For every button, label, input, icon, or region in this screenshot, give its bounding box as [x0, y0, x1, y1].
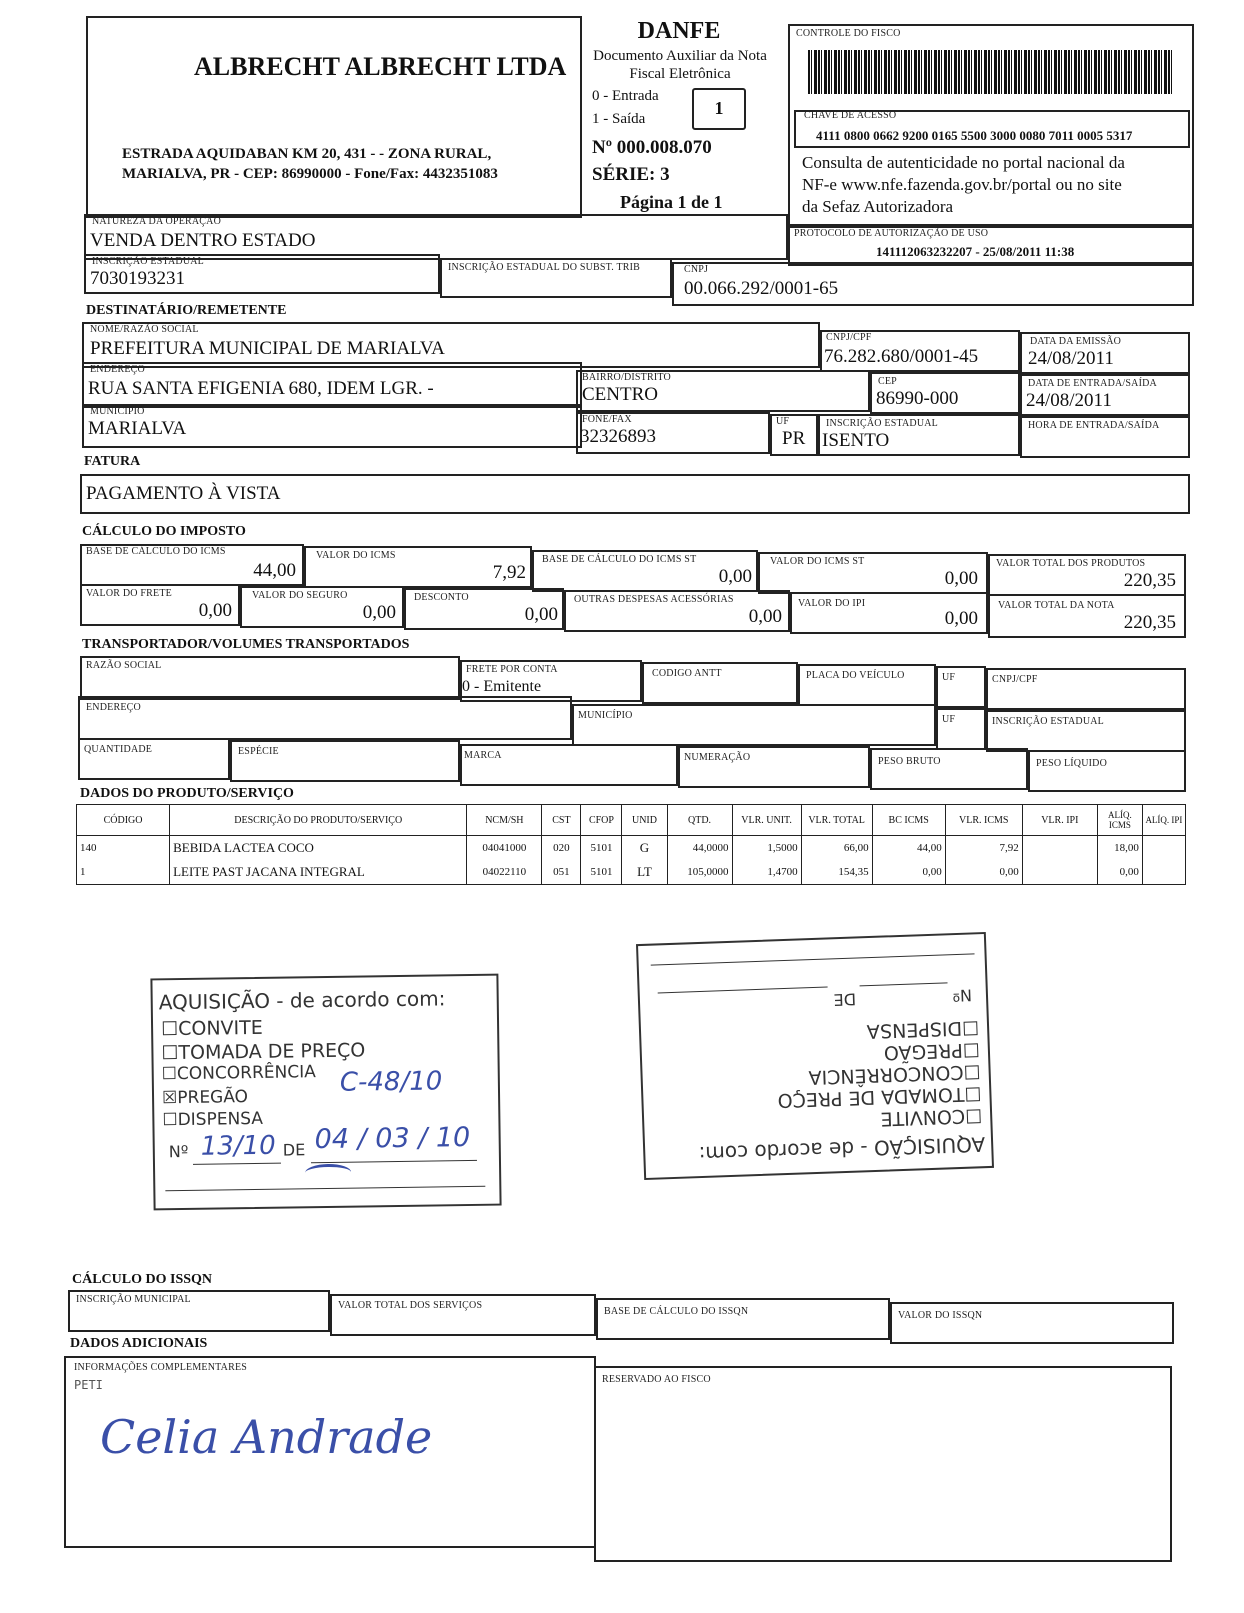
stamp2-opt-convite: ☐CONVITE	[880, 1104, 983, 1130]
stamp2-bottom-line	[651, 953, 975, 965]
adicionais-section: DADOS ADICIONAIS	[70, 1336, 208, 1351]
emitter-address-line1: ESTRADA AQUIDABAN KM 20, 431 - - ZONA RURAL,	[122, 146, 492, 162]
chave-label: CHAVE DE ACESSO	[804, 110, 897, 121]
base-icms-label: BASE DE CÁLCULO DO ICMS	[86, 546, 226, 557]
trans-peso-liquido-box	[1028, 750, 1186, 792]
info-label: INFORMAÇÕES COMPLEMENTARES	[74, 1362, 248, 1373]
outras-label: OUTRAS DESPESAS ACESSÓRIAS	[574, 594, 734, 605]
trans-marca-label: MARCA	[464, 750, 502, 761]
danfe-entrada: 0 - Entrada	[592, 88, 659, 104]
cell-ncm: 04041000	[467, 836, 542, 861]
cell-vlr-icms: 0,00	[945, 860, 1022, 885]
danfe-serie: SÉRIE: 3	[592, 164, 670, 185]
col-aliq-icms: ALÍQ. ICMS	[1097, 805, 1142, 836]
dest-fone-value: 32326893	[580, 426, 656, 447]
emitter-name: ALBRECHT ALBRECHT LTDA	[194, 52, 567, 81]
protocolo-label: PROTOCOLO DE AUTORIZAÇÃO DE USO	[794, 228, 989, 239]
trans-municipio-label: MUNICÍPIO	[578, 710, 633, 721]
cell-unid: G	[622, 836, 667, 861]
issqn-total-label: VALOR TOTAL DOS SERVIÇOS	[338, 1300, 483, 1311]
dest-endereco-label: ENDEREÇO	[90, 364, 145, 375]
acquisition-stamp-blank	[636, 932, 994, 1180]
dest-entrada-label: DATA DE ENTRADA/SAÍDA	[1028, 378, 1157, 389]
info-value: PETI	[74, 1378, 103, 1392]
produtos-table	[76, 804, 1186, 885]
trans-peso-bruto-label: PESO BRUTO	[878, 756, 941, 767]
trans-frete-label: FRETE POR CONTA	[466, 664, 558, 675]
danfe-subtitle2: Fiscal Eletrônica	[629, 66, 731, 82]
emitter-address-line2: MARIALVA, PR - CEP: 86990000 - Fone/Fax: 4432351083	[122, 166, 498, 182]
cell-aliq-icms: 0,00	[1097, 860, 1142, 885]
frete-value: 0,00	[198, 600, 232, 621]
signature: Celia Andrade	[100, 1410, 433, 1464]
trans-placa-label: PLACA DO VEÍCULO	[806, 670, 905, 681]
controle-label: CONTROLE DO FISCO	[796, 28, 901, 39]
table-row	[77, 860, 1186, 885]
dest-emissao-label: DATA DA EMISSÃO	[1030, 336, 1122, 347]
trans-endereco-label: ENDEREÇO	[86, 702, 141, 713]
cell-vlr-icms: 7,92	[945, 836, 1022, 861]
total-prod-value: 220,35	[1123, 570, 1176, 591]
danfe-saida: 1 - Saída	[592, 111, 646, 127]
stamp1-n-line	[193, 1163, 281, 1165]
trans-especie-label: ESPÉCIE	[238, 746, 279, 757]
stamp1-opt-concorrencia: ☐CONCORRÊNCIA	[161, 1062, 316, 1085]
dest-uf-value: PR	[782, 428, 806, 449]
table-row	[77, 836, 1186, 861]
frete-label: VALOR DO FRETE	[86, 588, 172, 599]
col-cst: CST	[542, 805, 581, 836]
stamp2-n-line	[860, 982, 948, 986]
stamp2-date-line	[658, 987, 828, 994]
trans-endereco-box	[78, 696, 572, 740]
seguro-value: 0,00	[362, 602, 396, 623]
desconto-label: DESCONTO	[414, 592, 469, 603]
cell-cfop: 5101	[581, 860, 622, 885]
cell-vlr-total: 154,35	[801, 860, 872, 885]
danfe-tipo: 1	[714, 98, 724, 118]
dest-ie-value: ISENTO	[822, 430, 890, 451]
stamp2-de-label: DE	[833, 989, 857, 1010]
cell-aliq-ipi	[1142, 860, 1185, 885]
cell-descricao: LEITE PAST JACANA INTEGRAL	[170, 860, 467, 885]
consulta-line3: da Sefaz Autorizadora	[802, 197, 954, 216]
stamp1-opt-dispensa: ☐DISPENSA	[162, 1108, 264, 1131]
stamp1-hand-date: 04 / 03 / 10	[314, 1121, 471, 1156]
col-ncm: NCM/SH	[467, 805, 542, 836]
col-vlr-ipi: VLR. IPI	[1022, 805, 1097, 836]
cnpj-label: CNPJ	[684, 264, 709, 275]
cell-aliq-ipi	[1142, 836, 1185, 861]
cell-cst: 020	[542, 836, 581, 861]
dest-municipio-value: MARIALVA	[88, 418, 187, 439]
cell-vlr-ipi	[1022, 836, 1097, 861]
stamp1-de-label: DE	[282, 1140, 306, 1160]
seguro-label: VALOR DO SEGURO	[252, 590, 348, 601]
natureza-value: VENDA DENTRO ESTADO	[90, 230, 316, 251]
trans-uf2-label: UF	[942, 714, 956, 725]
col-cfop: CFOP	[581, 805, 622, 836]
acquisition-stamp-filled	[150, 974, 501, 1211]
trans-qtd-label: QUANTIDADE	[84, 744, 153, 755]
dest-emissao-value: 24/08/2011	[1028, 348, 1114, 369]
produtos-section: DADOS DO PRODUTO/SERVIÇO	[80, 786, 294, 801]
issqn-section: CÁLCULO DO ISSQN	[72, 1272, 213, 1287]
col-descricao: DESCRIÇÃO DO PRODUTO/SERVIÇO	[170, 805, 467, 836]
cell-ncm: 04022110	[467, 860, 542, 885]
ie-st-label: INSCRIÇÃO ESTADUAL DO SUBST. TRIB	[448, 262, 641, 273]
emitter-box	[86, 16, 582, 218]
col-vlr-unit: VLR. UNIT.	[732, 805, 801, 836]
total-nota-label: VALOR TOTAL DA NOTA	[998, 600, 1115, 611]
valor-st-label: VALOR DO ICMS ST	[770, 556, 865, 567]
dest-nome-label: NOME/RAZÃO SOCIAL	[90, 324, 199, 335]
imposto-section: CÁLCULO DO IMPOSTO	[82, 524, 246, 539]
dest-cnpj-value: 76.282.680/0001-45	[824, 346, 979, 367]
cell-codigo: 140	[77, 836, 170, 861]
trans-uf-label: UF	[942, 672, 956, 683]
col-aliq-ipi: ALÍQ. IPI	[1142, 805, 1185, 836]
cell-unid: LT	[622, 860, 667, 885]
transporte-section: TRANSPORTADOR/VOLUMES TRANSPORTADOS	[82, 637, 410, 652]
cell-cfop: 5101	[581, 836, 622, 861]
consulta-line1: Consulta de autenticidade no portal nacional da	[802, 153, 1125, 172]
stamp1-opt-tomada: ☐TOMADA DE PREÇO	[161, 1039, 366, 1065]
dest-cnpj-label: CNPJ/CPF	[826, 332, 872, 343]
trans-cnpj-label: CNPJ/CPF	[992, 674, 1038, 685]
stamp1-hand-code: C-48/10	[339, 1066, 443, 1098]
cell-vlr-unit: 1,5000	[732, 836, 801, 861]
dest-fone-label: FONE/FAX	[582, 414, 632, 425]
ie-label: INSCRIÇÃO ESTADUAL	[92, 256, 204, 267]
base-icms-value: 44,00	[253, 560, 296, 581]
dest-uf-label: UF	[776, 416, 790, 427]
barcode	[808, 50, 1172, 94]
dest-cep-value: 86990-000	[876, 388, 959, 409]
stamp2-n-label: Nº	[952, 985, 973, 1006]
col-qtd: QTD.	[667, 805, 732, 836]
dest-endereco-value: RUA SANTA EFIGENIA 680, IDEM LGR. -	[88, 378, 434, 399]
fatura-value: PAGAMENTO À VISTA	[86, 483, 281, 504]
stamp1-opt-pregao: ☒PREGÃO	[161, 1087, 249, 1109]
dest-municipio-label: MUNICÍPIO	[90, 406, 145, 417]
danfe-title: DANFE	[637, 18, 721, 44]
dest-bairro-value: CENTRO	[582, 384, 658, 405]
outras-value: 0,00	[748, 606, 782, 627]
trans-peso-liquido-label: PESO LÍQUIDO	[1036, 758, 1108, 769]
stamp2-opt-dispensa: ☐DISPENSA	[866, 1016, 980, 1043]
base-st-label: BASE DE CÁLCULO DO ICMS ST	[542, 554, 697, 565]
danfe-numero: Nº 000.008.070	[592, 137, 712, 158]
trans-razao-label: RAZÃO SOCIAL	[86, 660, 162, 671]
dest-bairro-label: BAIRRO/DISTRITO	[582, 372, 671, 383]
stamp1-date-line	[311, 1160, 477, 1163]
produtos-header-row	[77, 805, 1186, 836]
stamp1-n-label: Nº	[168, 1141, 189, 1162]
stamp1-initials-mark	[305, 1164, 351, 1182]
natureza-label: NATUREZA DA OPERAÇÃO	[92, 216, 222, 227]
valor-icms-value: 7,92	[492, 562, 526, 583]
cell-bc-icms: 0,00	[872, 860, 945, 885]
col-vlr-total: VLR. TOTAL	[801, 805, 872, 836]
trans-numeracao-label: NUMERAÇÃO	[684, 752, 751, 763]
dest-entrada-value: 24/08/2011	[1026, 390, 1112, 411]
valor-st-value: 0,00	[944, 568, 978, 589]
trans-frete-value: 0 - Emitente	[462, 678, 542, 695]
chave-value: 4111 0800 0662 9200 0165 5500 3000 0080 7011 0005 5317	[816, 128, 1133, 143]
stamp1-bottom-line	[165, 1186, 485, 1191]
destinatario-section: DESTINATÁRIO/REMETENTE	[86, 303, 287, 318]
cell-bc-icms: 44,00	[872, 836, 945, 861]
cell-cst: 051	[542, 860, 581, 885]
ipi-label: VALOR DO IPI	[798, 598, 866, 609]
base-st-value: 0,00	[718, 566, 752, 587]
stamp1-hand-n: 13/10	[200, 1130, 276, 1162]
consulta-line2: NF-e www.nfe.fazenda.gov.br/portal ou no site	[802, 175, 1122, 194]
col-bc-icms: BC ICMS	[872, 805, 945, 836]
cell-vlr-ipi	[1022, 860, 1097, 885]
cnpj-value: 00.066.292/0001-65	[684, 278, 839, 299]
cell-qtd: 105,0000	[667, 860, 732, 885]
total-nota-value: 220,35	[1123, 612, 1176, 633]
cell-aliq-icms: 18,00	[1097, 836, 1142, 861]
valor-icms-label: VALOR DO ICMS	[316, 550, 396, 561]
cell-vlr-total: 66,00	[801, 836, 872, 861]
issqn-valor-label: VALOR DO ISSQN	[898, 1310, 983, 1321]
col-codigo: CÓDIGO	[77, 805, 170, 836]
ie-value: 7030193231	[90, 268, 185, 289]
issqn-valor-box	[890, 1302, 1174, 1344]
dest-cep-label: CEP	[878, 376, 897, 387]
dest-hora-label: HORA DE ENTRADA/SAÍDA	[1028, 420, 1160, 431]
issqn-base-box	[596, 1298, 890, 1340]
fatura-section: FATURA	[84, 454, 141, 469]
dest-nome-value: PREFEITURA MUNICIPAL DE MARIALVA	[90, 338, 445, 359]
reservado-label: RESERVADO AO FISCO	[602, 1374, 711, 1385]
ipi-value: 0,00	[944, 608, 978, 629]
trans-antt-label: CODIGO ANTT	[652, 668, 722, 679]
stamp1-title: AQUISIÇÃO - de acordo com:	[158, 986, 446, 1015]
reservado-box	[594, 1366, 1172, 1562]
stamp2-title: AQUISIÇÃO - de acordo com:	[698, 1132, 986, 1167]
trans-peso-bruto-box	[870, 748, 1028, 790]
issqn-base-label: BASE DE CÁLCULO DO ISSQN	[604, 1306, 749, 1317]
danfe-subtitle1: Documento Auxiliar da Nota	[593, 48, 767, 64]
stamp2-opt-tomada: ☐TOMADA DE PREÇO	[777, 1082, 982, 1112]
cell-vlr-unit: 1,4700	[732, 860, 801, 885]
col-vlr-icms: VLR. ICMS	[945, 805, 1022, 836]
total-prod-label: VALOR TOTAL DOS PRODUTOS	[996, 558, 1146, 569]
stamp1-opt-convite: ☐CONVITE	[160, 1016, 263, 1041]
cell-qtd: 44,0000	[667, 836, 732, 861]
issqn-im-label: INSCRIÇÃO MUNICIPAL	[76, 1294, 191, 1305]
danfe-pagina: Página 1 de 1	[620, 192, 723, 212]
cell-codigo: 1	[77, 860, 170, 885]
stamp2-opt-concorrencia: ☐CONCORRÊNCIA	[808, 1060, 982, 1089]
cell-descricao: BEBIDA LACTEA COCO	[170, 836, 467, 861]
desconto-value: 0,00	[524, 604, 558, 625]
protocolo-value: 141112063232207 - 25/08/2011 11:38	[876, 244, 1075, 259]
dest-ie-label: INSCRIÇÃO ESTADUAL	[826, 418, 938, 429]
trans-ie-label: INSCRIÇÃO ESTADUAL	[992, 716, 1104, 727]
col-unid: UNID	[622, 805, 667, 836]
stamp2-opt-pregao: ☐PREGÃO	[883, 1038, 981, 1064]
